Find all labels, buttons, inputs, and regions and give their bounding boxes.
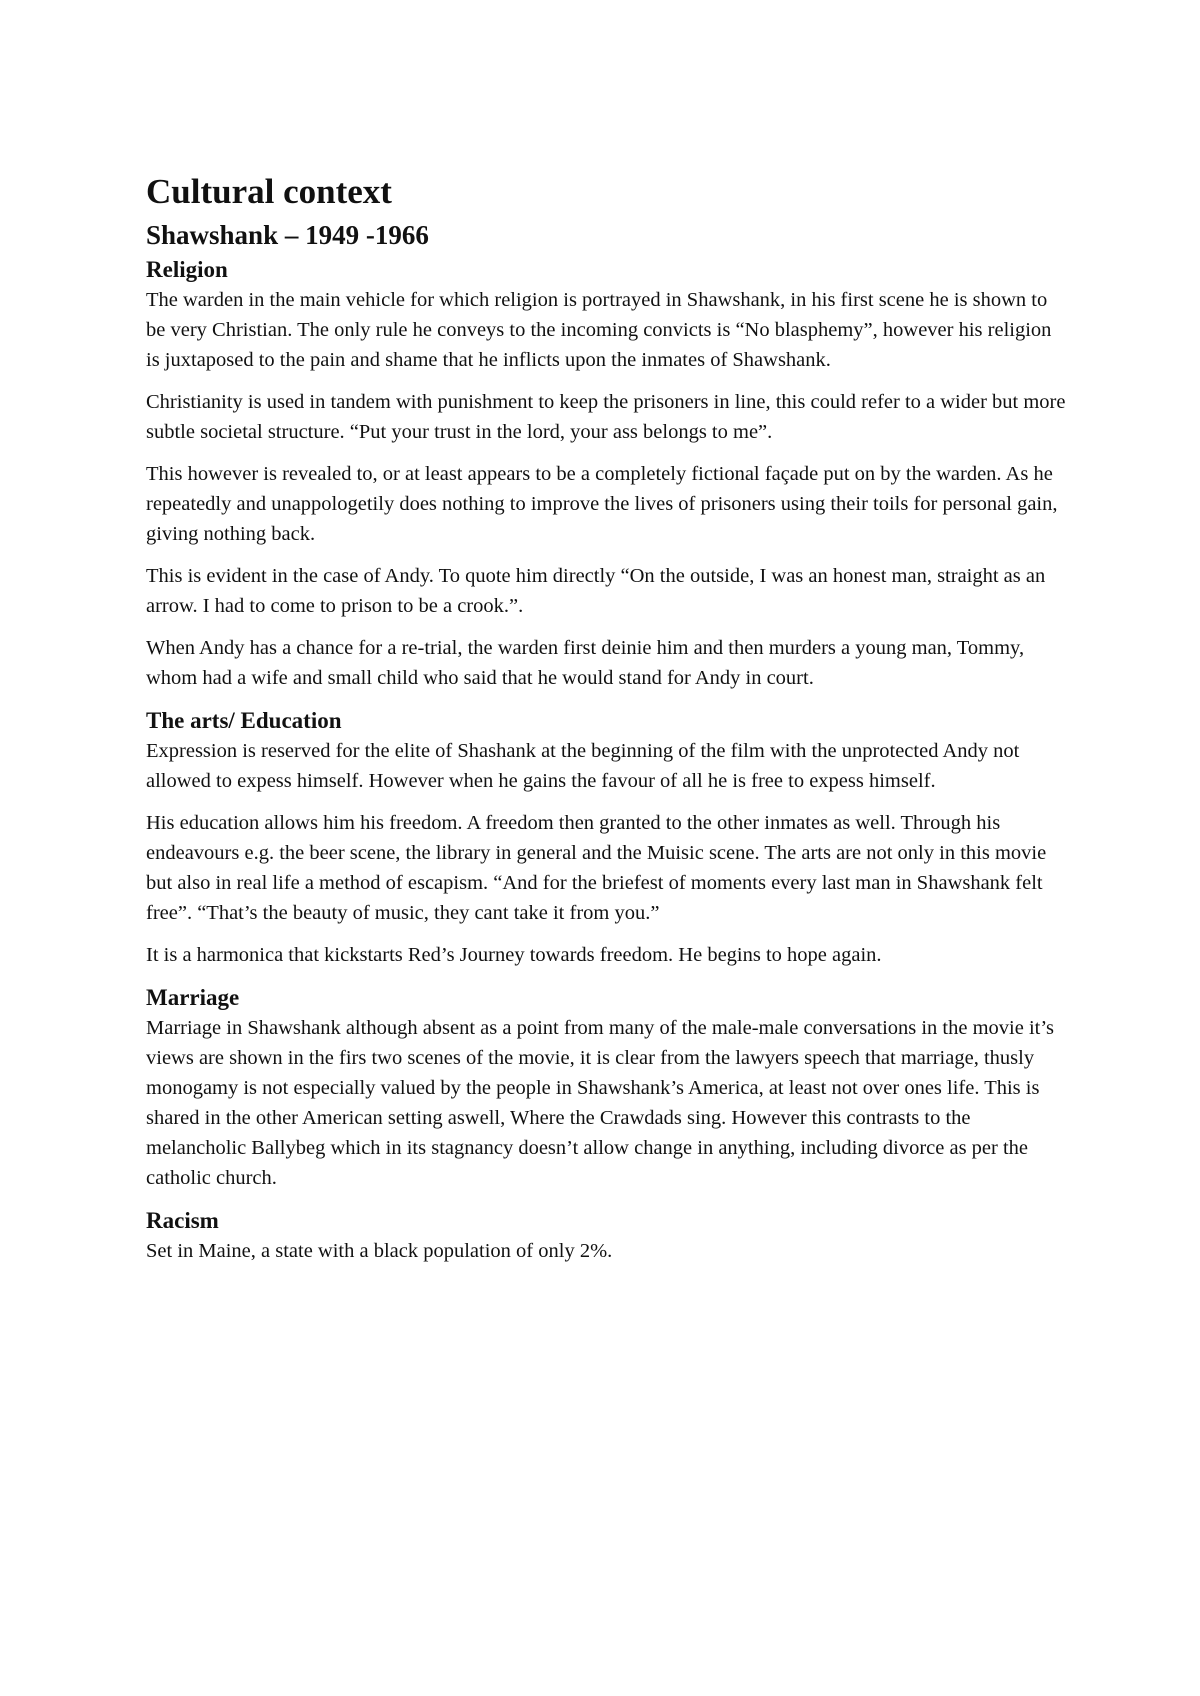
paragraph: When Andy has a chance for a re-trial, the warden first deinie him and then murders a young man, Tommy, whom had a wife and small child who said that he would stand for Andy in court.: [146, 637, 1025, 689]
paragraph: His education allows him his freedom. A freedom then granted to the other inmates as well. Through his endeavours e.g. the beer scene, the library in general and the Muisic scene. The arts are not only in this movie but also in real life a method of escapism. “And for the briefest of moments every last man in Shawshank felt free”. “That’s the beauty of music, they cant take it from you.”: [146, 812, 1047, 924]
section-heading: The arts/ Education: [146, 708, 342, 733]
paragraph: The warden in the main vehicle for which religion is portrayed in Shawshank, in his first scene he is shown to be very Christian. The only rule he conveys to the incoming convicts is “No blasphemy”, however his religion is juxtaposed to the pain and shame that he inflicts upon the inmates of Shawshank.: [146, 289, 1052, 371]
section-arts-education: [146, 705, 1066, 970]
paragraph: Expression is reserved for the elite of Shashank at the beginning of the film with the unprotected Andy not allowed to expess himself. However when he gains the favour of all he is free to expess himself.: [146, 740, 1020, 792]
document-page: [146, 168, 1066, 1278]
section-racism: [146, 1205, 1066, 1266]
section-heading: Religion: [146, 257, 228, 282]
section-heading: Racism: [146, 1208, 219, 1233]
document-subtitle: Shawshank – 1949 -1966: [146, 220, 429, 250]
document-title: Cultural context: [146, 172, 392, 211]
paragraph: This is evident in the case of Andy. To quote him directly “On the outside, I was an honest man, straight as an arrow. I had to come to prison to be a crook.”.: [146, 565, 1046, 617]
section-marriage: [146, 982, 1066, 1193]
paragraph: Set in Maine, a state with a black population of only 2%.: [146, 1240, 613, 1262]
paragraph: Marriage in Shawshank although absent as a point from many of the male-male conversations in the movie it’s views are shown in the firs two scenes of the movie, it is clear from the lawyers speech that marriage, thusly monogamy is not especially valued by the people in Shawshank’s America, at least not over ones life. This is shared in the other American setting aswell, Where the Crawdads sing. However this contrasts to the melancholic Ballybeg which in its stagnancy doesn’t allow change in anything, including divorce as per the catholic church.: [146, 1017, 1055, 1189]
paragraph: It is a harmonica that kickstarts Red’s Journey towards freedom. He begins to hope again.: [146, 944, 882, 966]
paragraph: Christianity is used in tandem with punishment to keep the prisoners in line, this could refer to a wider but more subtle societal structure. “Put your trust in the lord, your ass belongs to me”.: [146, 391, 1066, 443]
section-heading: Marriage: [146, 985, 240, 1010]
paragraph: This however is revealed to, or at least appears to be a completely fictional façade put on by the warden. As he repeatedly and unappologetily does nothing to improve the lives of prisoners using their toils for personal gain, giving nothing back.: [146, 463, 1058, 545]
section-religion: [146, 254, 1066, 693]
